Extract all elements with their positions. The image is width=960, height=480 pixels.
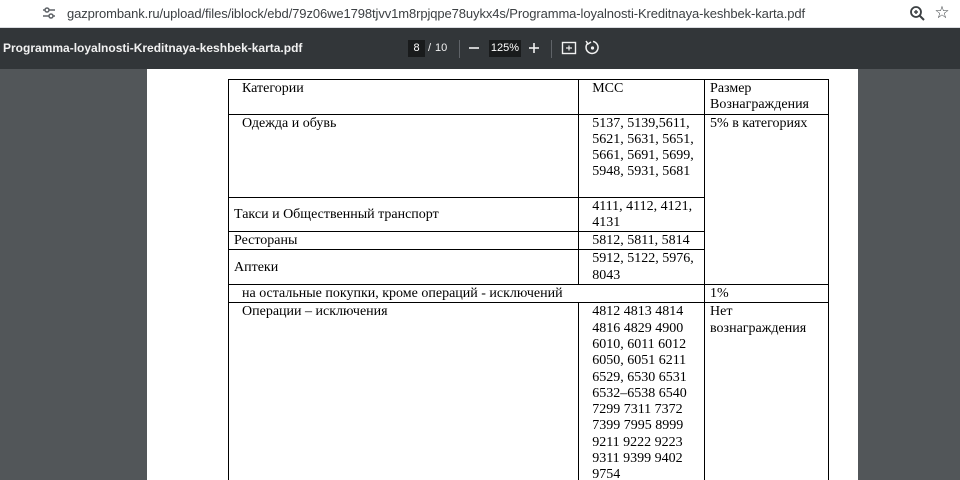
toolbar-divider bbox=[459, 40, 460, 58]
tune-icon[interactable] bbox=[40, 5, 58, 23]
fit-page-icon bbox=[561, 40, 577, 56]
zoom-level-input[interactable]: 125% bbox=[489, 40, 521, 57]
rotate-button[interactable] bbox=[584, 39, 601, 56]
minus-icon bbox=[466, 38, 482, 58]
mcc-table bbox=[228, 79, 829, 480]
row-mcc: 4111, 4112, 4121, 4131 bbox=[579, 197, 705, 232]
pdf-toolbar bbox=[0, 28, 960, 69]
star-icon[interactable]: ☆ bbox=[934, 3, 950, 22]
row-category: Аптеки bbox=[229, 250, 579, 285]
toolbar-divider bbox=[551, 40, 552, 58]
page-separator: / bbox=[428, 42, 432, 54]
other-category: на остальные покупки, кроме операций - исключений bbox=[229, 285, 705, 303]
address-bar bbox=[0, 0, 960, 28]
rotate-icon bbox=[584, 39, 601, 56]
url-text[interactable]: gazprombank.ru/upload/files/iblock/ebd/79z06we1798tjvv1m8rpjqpe78uykx4s/Programma-loyalnosti-Kreditnaya-keshbek-karta.pdf bbox=[67, 6, 805, 21]
pdf-viewport[interactable] bbox=[0, 69, 960, 480]
tune-icon-graphic bbox=[41, 5, 57, 21]
pdf-title: Programma-loyalnosti-Kreditnaya-keshbek-karta.pdf bbox=[3, 41, 303, 55]
zoom-out-button[interactable] bbox=[466, 38, 482, 58]
header-mcc: MCC bbox=[579, 80, 705, 115]
row-category: Рестораны bbox=[229, 232, 579, 250]
plus-icon bbox=[526, 38, 542, 58]
table-row bbox=[229, 303, 829, 480]
row-mcc: 5912, 5122, 5976, 8043 bbox=[579, 250, 705, 285]
table-header-row bbox=[229, 80, 829, 115]
other-reward: 1% bbox=[705, 285, 829, 303]
table-row bbox=[229, 114, 829, 197]
table-row bbox=[229, 285, 829, 303]
zoom-icon[interactable] bbox=[908, 4, 928, 24]
row-category: Такси и Общественный транспорт bbox=[229, 197, 579, 232]
header-category: Категории bbox=[229, 80, 579, 115]
fit-to-page-button[interactable] bbox=[561, 40, 577, 56]
row-mcc: 5137, 5139,5611, 5621, 5631, 5651, 5661, 5691, 5699, 5948, 5931, 5681 bbox=[579, 114, 705, 197]
group-reward: 5% в категориях bbox=[705, 114, 829, 284]
row-category: Одежда и обувь bbox=[229, 114, 579, 197]
page-number-input[interactable]: 8 bbox=[408, 40, 425, 57]
row-mcc: 5812, 5811, 5814 bbox=[579, 232, 705, 250]
pdf-page bbox=[147, 69, 858, 480]
exceptions-mcc: 4812 4813 4814 4816 4829 4900 6010, 6011 6012 6050, 6051 6211 6529, 6530 6531 6532–6538 6540 7299 7311 7372 7399 7995 8999 9211 9222 9223 9311 9399 9402 9754 bbox=[579, 303, 705, 480]
zoom-in-button[interactable] bbox=[526, 38, 542, 58]
page-total: 10 bbox=[435, 42, 448, 54]
exceptions-reward: Нет вознаграждения bbox=[705, 303, 829, 480]
exceptions-category: Операции – исключения bbox=[229, 303, 579, 480]
header-reward: Размер Вознаграждения bbox=[705, 80, 829, 115]
